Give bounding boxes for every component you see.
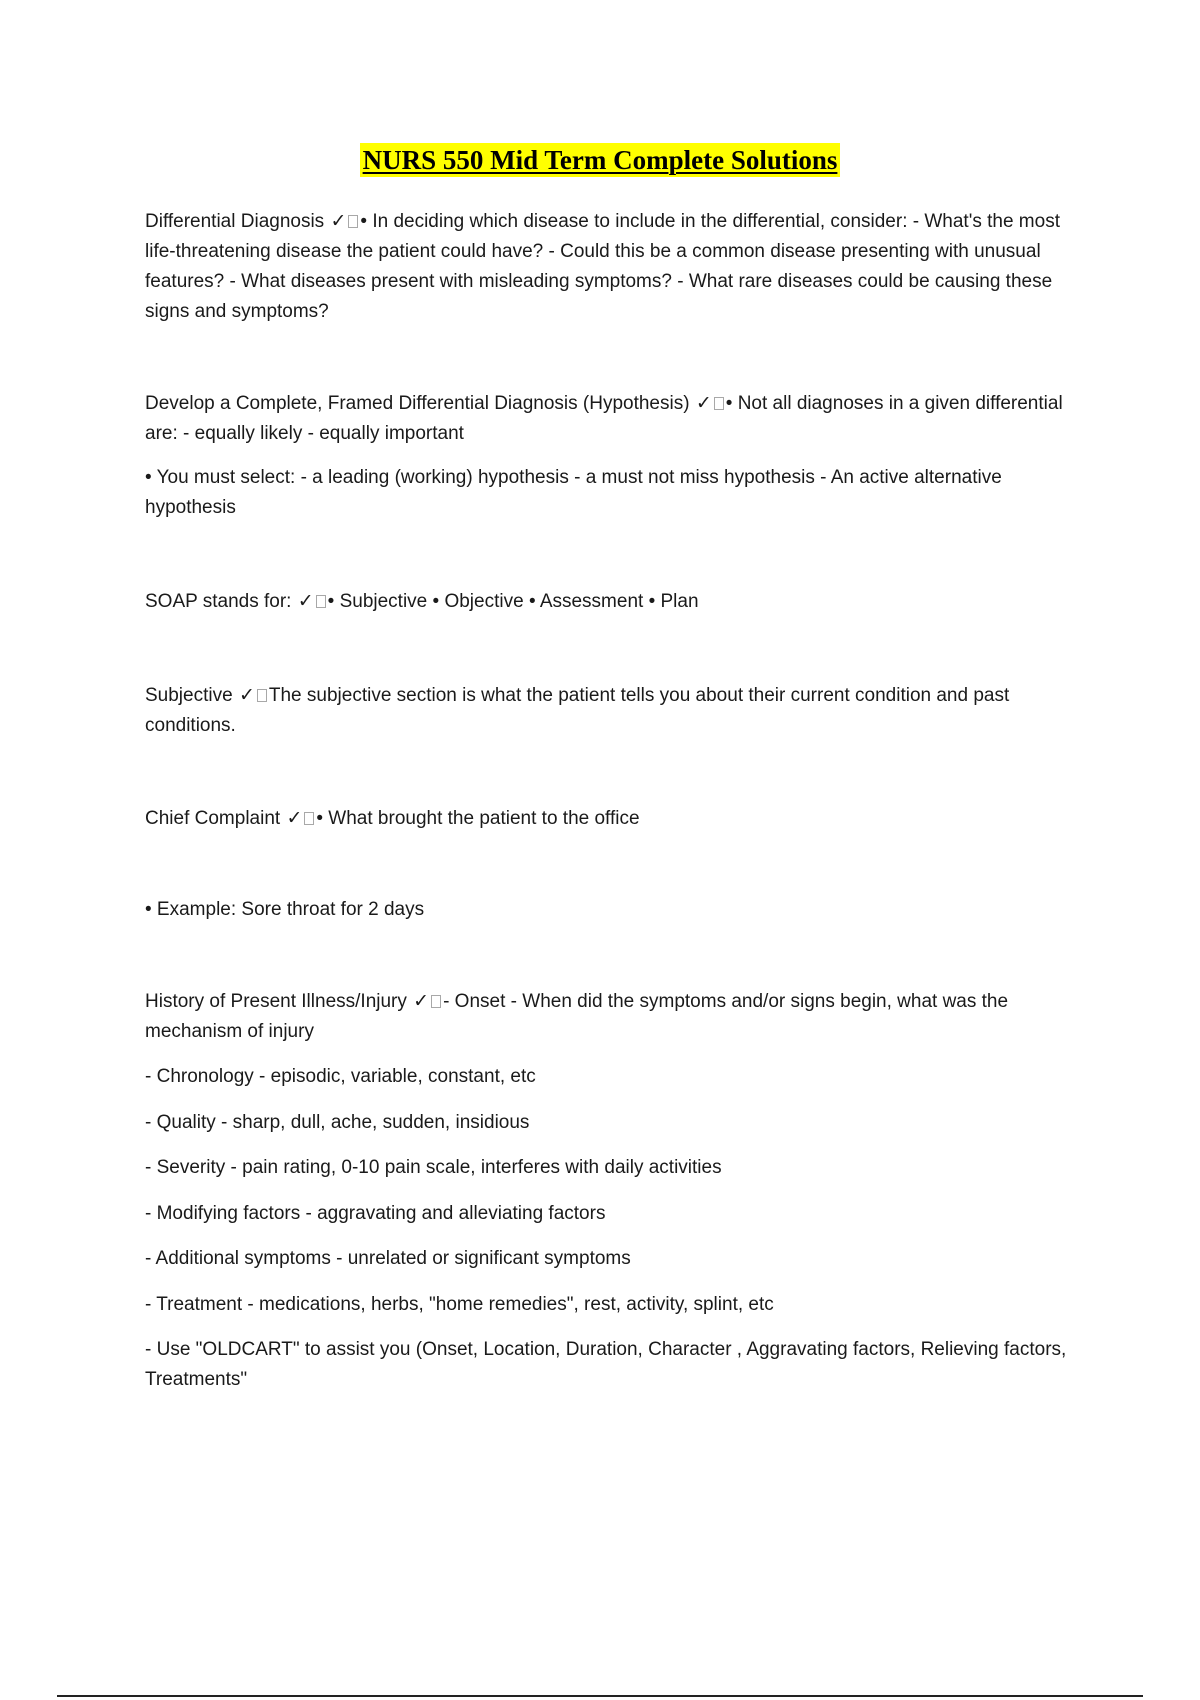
- page-title: NURS 550 Mid Term Complete Solutions: [360, 143, 841, 177]
- answer-text: • In deciding which disease to include in the differential, consider: - What's the most life-threatening disease the patient could have? - Could this be a common disease presenting with unusual features? - What diseases present with misleading symptoms? - What rare diseases could be causing these signs and symptoms?: [145, 211, 1060, 322]
- answer-text: The subjective section is what the patient tells you about their current condition and past conditions.: [145, 685, 1010, 736]
- term-label: SOAP stands for:: [145, 591, 292, 612]
- continuation-text: • Example: Sore throat for 2 days: [145, 899, 425, 920]
- check-mark-icon: ✓: [286, 808, 303, 829]
- term-label: Subjective: [145, 685, 233, 706]
- title-container: [0, 143, 1200, 177]
- check-mark-icon: ✓: [695, 393, 712, 414]
- detail-line: - Use "OLDCART" to assist you (Onset, Location, Duration, Character , Aggravating factors, Relieving factors, Treatments": [145, 1339, 1067, 1390]
- qa-entry: [145, 389, 1095, 449]
- qa-entry: [145, 681, 1095, 741]
- check-mark-icon: ✓: [297, 591, 314, 612]
- term-label: Differential Diagnosis: [145, 211, 325, 232]
- qa-entry: [145, 207, 1095, 327]
- qa-entry: [145, 987, 1095, 1047]
- detail-line: - Quality - sharp, dull, ache, sudden, insidious: [145, 1112, 530, 1133]
- detail-line: - Treatment - medications, herbs, "home remedies", rest, activity, splint, etc: [145, 1294, 774, 1315]
- missing-glyph-box-icon: [304, 812, 314, 825]
- detail-line: - Chronology - episodic, variable, constant, etc: [145, 1066, 536, 1087]
- detail-line: - Severity - pain rating, 0-10 pain scale, interferes with daily activities: [145, 1157, 722, 1178]
- missing-glyph-box-icon: [431, 995, 441, 1008]
- qa-entry: [145, 587, 1095, 617]
- missing-glyph-box-icon: [348, 215, 358, 228]
- answer-text: • Not all diagnoses in a given differential are: - equally likely - equally important: [145, 393, 1063, 444]
- answer-text: • Subjective • Objective • Assessment • Plan: [327, 591, 699, 612]
- detail-line: - Additional symptoms - unrelated or significant symptoms: [145, 1248, 631, 1269]
- check-mark-icon: ✓: [330, 211, 347, 232]
- missing-glyph-box-icon: [257, 689, 267, 702]
- missing-glyph-box-icon: [714, 397, 724, 410]
- footer-divider: [57, 1695, 1143, 1697]
- detail-line: - Modifying factors - aggravating and alleviating factors: [145, 1203, 606, 1224]
- term-label: History of Present Illness/Injury: [145, 991, 407, 1012]
- check-mark-icon: ✓: [238, 685, 255, 706]
- continuation-text: • You must select: - a leading (working) hypothesis - a must not miss hypothesis - An active alternative hypothesis: [145, 467, 1002, 518]
- qa-entry: [145, 804, 1095, 834]
- check-mark-icon: ✓: [413, 991, 430, 1012]
- answer-text: - Onset - When did the symptoms and/or signs begin, what was the mechanism of injury: [145, 991, 1009, 1042]
- answer-text: • What brought the patient to the office: [316, 808, 640, 829]
- term-label: Chief Complaint: [145, 808, 281, 829]
- term-label: Develop a Complete, Framed Differential Diagnosis (Hypothesis): [145, 393, 690, 414]
- missing-glyph-box-icon: [316, 595, 326, 608]
